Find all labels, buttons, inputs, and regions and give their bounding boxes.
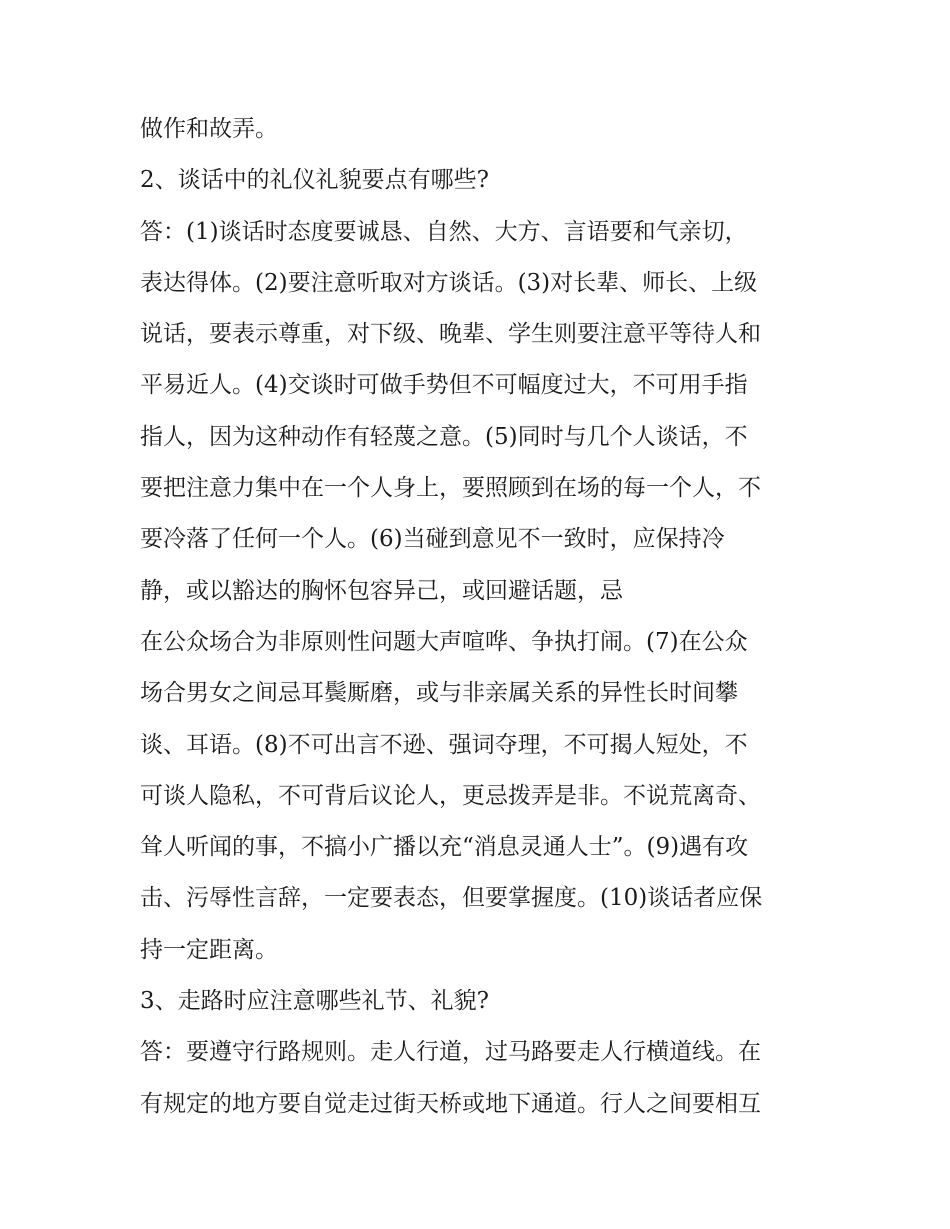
text-line: 要把注意力集中在一个人身上，要照顾到在场的每一个人，不 [140, 475, 761, 502]
text-line: 做作和故弄。 [140, 116, 278, 142]
text-line: 可谈人隐私，不可背后议论人，更忌拨弄是非。不说荒离奇、 [140, 782, 761, 809]
text-line: 平易近人。(4)交谈时可做手势但不可幅度过大，不可用手指 [140, 372, 748, 399]
text-line: 要冷落了任何一个人。(6)当碰到意见不一致时，应保持冷 [140, 526, 725, 553]
text-line: 耸人听闻的事，不搞小广播以充“消息灵通人士”。(9)遇有攻 [140, 834, 749, 861]
text-line: 谈、耳语。(8)不可出言不逊、强词夺理，不可揭人短处，不 [140, 731, 748, 758]
text-line: 答：(1)谈话时态度要诚恳、自然、大方、言语要和气亲切， [140, 218, 748, 245]
body-text [140, 104, 830, 1130]
text-line: 击、污辱性言辞，一定要表态，但要掌握度。(10)谈话者应保 [140, 885, 763, 912]
text-line: 说话，要表示尊重，对下级、晚辈、学生则要注意平等待人和 [140, 321, 761, 348]
text-line: 指人，因为这种动作有轻蔑之意。(5)同时与几个人谈话，不 [140, 423, 748, 450]
text-line: 在公众场合为非原则性问题大声喧哗、争执打闹。(7)在公众 [140, 628, 748, 655]
text-line: 静，或以豁达的胸怀包容异己，或回避话题，忌 [140, 577, 623, 604]
question-heading: 3、走路时应注意哪些礼节、礼貌? [140, 988, 489, 1015]
text-line: 持一定距离。 [140, 936, 278, 963]
text-line: 表达得体。(2)要注意听取对方谈话。(3)对长辈、师长、上级 [140, 269, 758, 296]
text-line: 有规定的地方要自觉走过街天桥或地下通道。行人之间要相互 [140, 1090, 761, 1117]
text-line: 答：要遵守行路规则。走人行道，过马路要走人行横道线。在 [140, 1039, 761, 1066]
question-heading: 2、谈话中的礼仪礼貌要点有哪些? [140, 167, 489, 194]
text-line: 场合男女之间忌耳鬓厮磨，或与非亲属关系的异性长时间攀 [140, 680, 738, 707]
